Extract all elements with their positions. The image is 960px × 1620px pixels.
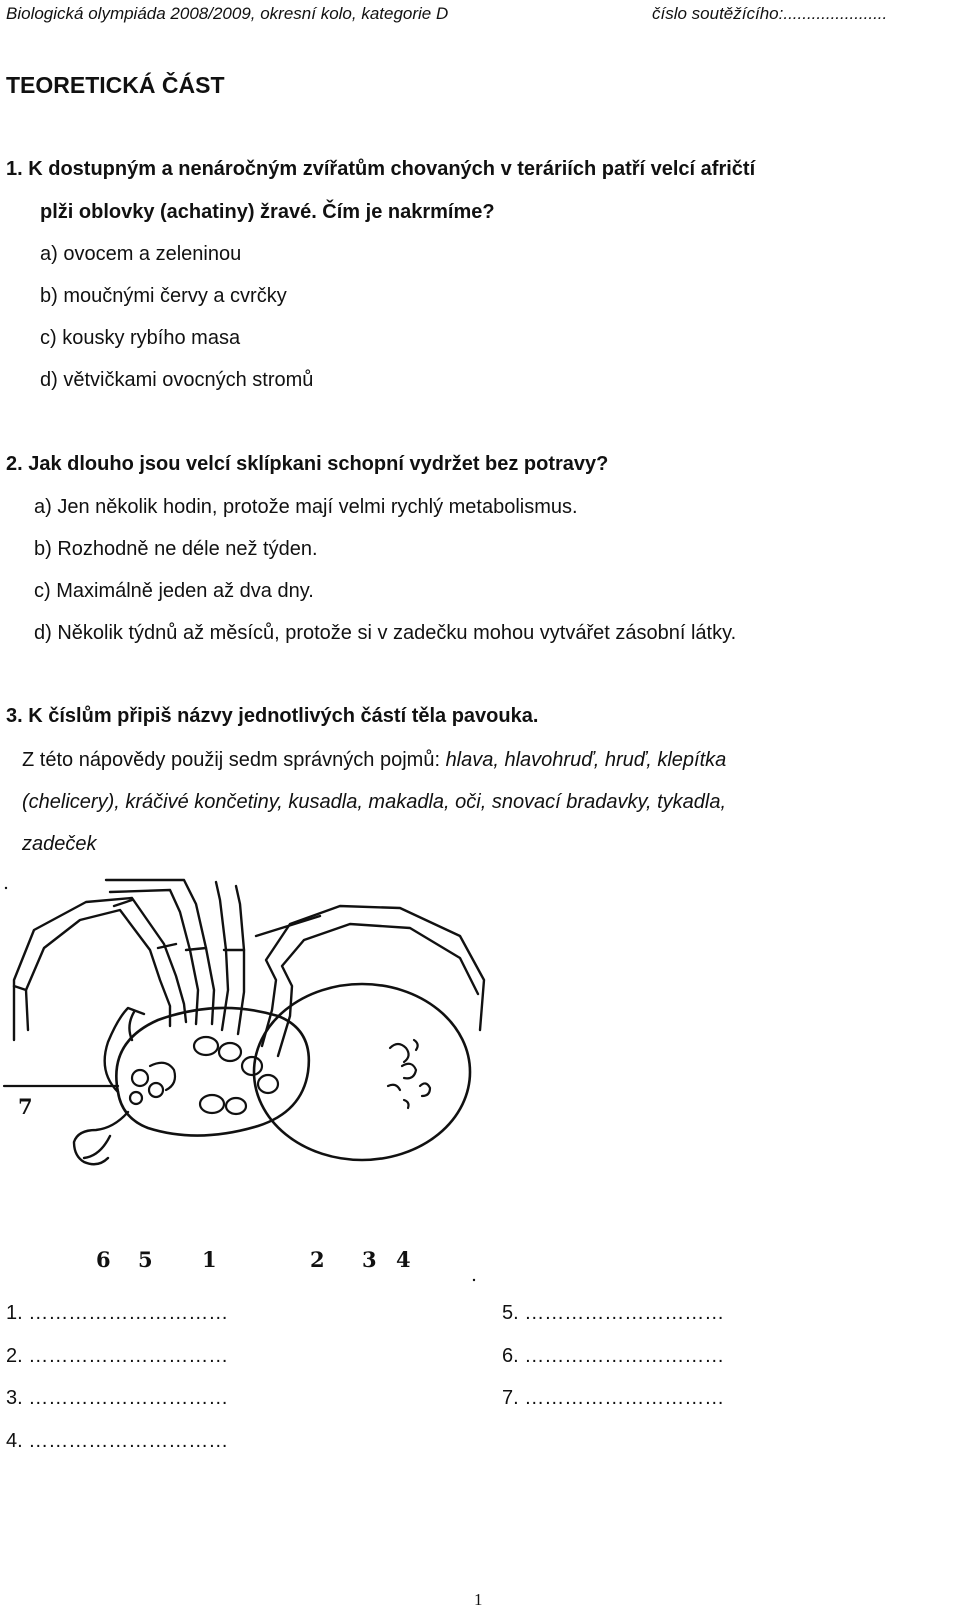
spider-legs [14, 880, 484, 1056]
figure-label-7: 7 [18, 1094, 33, 1119]
page-number: 1 [474, 1590, 483, 1609]
answer-line-5[interactable]: 5. ………………………… [502, 1302, 725, 1324]
q1-option-b: b) moučnými červy a cvrčky [40, 285, 287, 307]
question-1-line-1: 1. K dostupným a nenáročným zvířatům chovaných v teráriích patří velcí afričtí [6, 158, 756, 180]
answer-line-4[interactable]: 4. ………………………… [6, 1430, 229, 1452]
header-left: Biologická olympiáda 2008/2009, okresní kolo, kategorie D [6, 4, 449, 23]
q2-option-d: d) Několik týdnů až měsíců, protože si v zadečku mohou vytvářet zásobní látky. [34, 622, 737, 644]
figure-label-2: 2 [310, 1247, 325, 1272]
q2-option-a: a) Jen několik hodin, protože mají velmi rychlý metabolismus. [34, 496, 578, 518]
figure-label-3: 3 [362, 1247, 377, 1272]
page-title: TEORETICKÁ ČÁST [6, 72, 225, 98]
spider-eyes [130, 1063, 175, 1104]
q3-hint-terms-1: hlava, hlavohruď, hruď, klepítka [445, 749, 727, 771]
q3-hint-terms-2: (chelicery), kráčivé končetiny, kusadla, makadla, oči, snovací bradavky, tykadla, [22, 791, 727, 813]
question-3: 3. K číslům připiš názvy jednotlivých částí těla pavouka. [6, 705, 539, 727]
q2-option-c: c) Maximálně jeden až dva dny. [34, 580, 314, 602]
figure-label-5: 5 [138, 1247, 153, 1272]
spinneret-marks [388, 1040, 430, 1108]
spider-abdomen [254, 984, 470, 1160]
question-1-line-2: plži oblovky (achatiny) žravé. Čím je nakrmíme? [40, 201, 495, 223]
q1-option-d: d) větvičkami ovocných stromů [40, 369, 314, 391]
spider-coxae [194, 1037, 278, 1114]
q1-option-a: a) ovocem a zeleninou [40, 243, 242, 265]
q2-option-b: b) Rozhodně ne déle než týden. [34, 538, 318, 560]
header-right: číslo soutěžícího:...................... [652, 4, 888, 23]
answer-line-7[interactable]: 7. ………………………… [502, 1387, 725, 1409]
figure-label-1: 1 [202, 1247, 217, 1272]
answer-line-3[interactable]: 3. ………………………… [6, 1387, 229, 1409]
figure-label-4: 4 [396, 1247, 411, 1272]
q1-option-c: c) kousky rybího masa [40, 327, 241, 349]
question-2: 2. Jak dlouho jsou velcí sklípkani schopní vydržet bez potravy? [6, 453, 609, 475]
answer-line-1[interactable]: 1. ………………………… [6, 1302, 229, 1324]
q3-hint-prefix: Z této nápovědy použij sedm správných pojmů: [22, 749, 440, 771]
figure-label-6: 6 [96, 1247, 111, 1272]
answer-line-2[interactable]: 2. ………………………… [6, 1345, 229, 1367]
answer-line-6[interactable]: 6. ………………………… [502, 1345, 725, 1367]
q3-hint-terms-3: zadeček [22, 833, 97, 855]
